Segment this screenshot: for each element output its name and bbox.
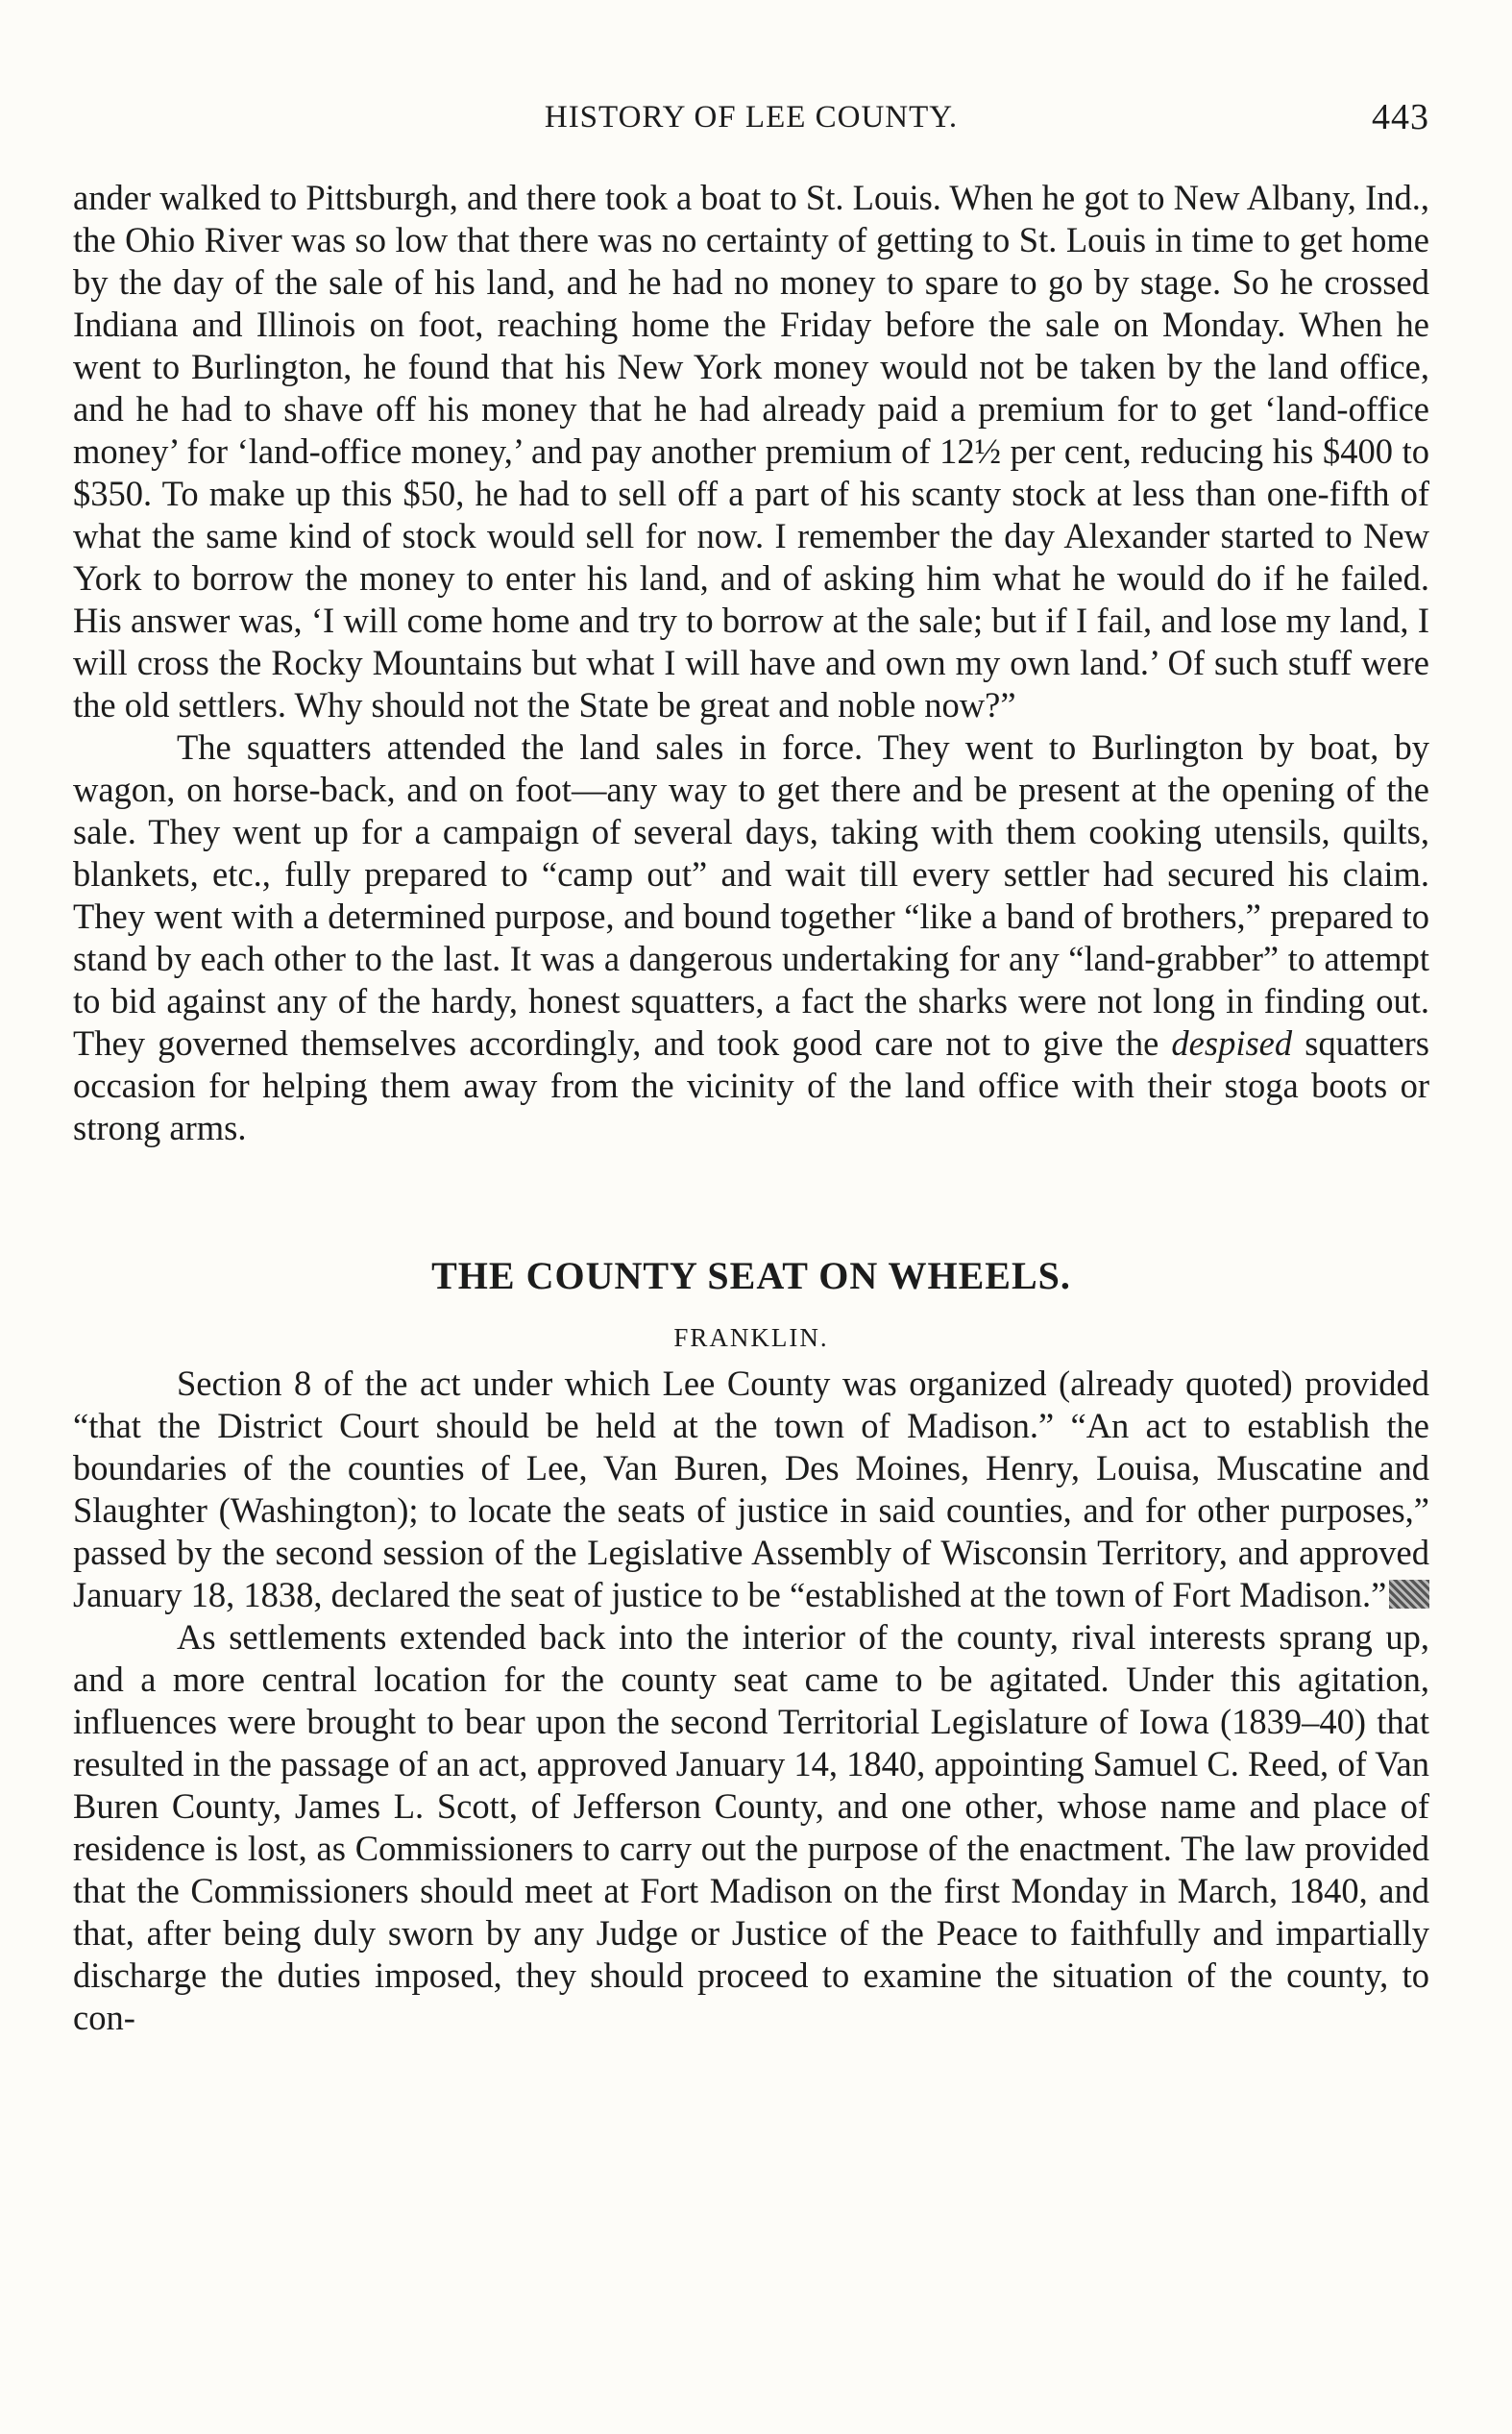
- paragraph-squatters: [73, 726, 1429, 1149]
- section-body: [73, 1363, 1429, 2039]
- body-text: [73, 177, 1429, 1149]
- section-paragraph-2: As settlements extended back into the interior of the county, rival interests sprang up, and a more central location for the county seat came to be agitated. Under this agitation, influences were brought to bear upon the second Territorial Legislature of Iowa (1839–40) that resulted in the passage of an act, approved January 14, 1840, appointing Samuel C. Reed, of Van Buren County, James L. Scott, of Jefferson County, and one other, whose name and place of residence is lost, as Commissioners to carry out the purpose of the enactment. The law provided that the Commissioners should meet at Fort Madison on the first Monday in March, 1840, and that, after being duly sworn by any Judge or Justice of the Peace to faithfully and impartially discharge the duties imposed, they should proceed to examine the situation of the county, to con-: [73, 1617, 1429, 2037]
- running-head: [73, 96, 1429, 142]
- running-title: HISTORY OF LEE COUNTY.: [544, 100, 959, 135]
- section-title: THE COUNTY SEAT ON WHEELS.: [431, 1254, 1071, 1297]
- section-paragraph-1: [73, 1363, 1429, 1616]
- paragraph-continued: ander walked to Pittsburgh, and there took a boat to St. Louis. When he got to New Albany, Ind., the Ohio River was so low that there was no certainty of getting to St. Louis in time to get home by the day of the sale of his land, and he had no money to spare to go by stage. So he crossed Indiana and Illinois on foot, reaching home the Friday before the sale on Monday. When he went to Burlington, he found that his New York money would not be taken by the land office, and he had to shave off his money that he had already paid a premium for to get ‘land-office money’ for ‘land-office money,’ and pay another premium of 12½ per cent, reducing his $400 to $350. To make up this $50, he had to sell off a part of his scanty stock at less than one-fifth of what the same kind of stock would sell for now. I remember the day Alexander started to New York to borrow the money to enter his land, and of asking him what he would do if he failed. His answer was, ‘I will come home and try to borrow at the sale; but if I fail, and lose my land, I will cross the Rocky Mountains but what I will have and own my own land.’ Of such stuff were the old settlers. Why should not the State be great and noble now?”: [73, 178, 1429, 725]
- section-paragraph-1-text: Section 8 of the act under which Lee County was organized (already quoted) provided “that the District Court should be held at the town of Madison.” “An act to establish the boundaries of the counties of Lee, Van Buren, Des Moines, Henry, Louisa, Muscatine and Slaughter (Washington); to locate the seats of justice in said counties, and for other purposes,” passed by the second session of the Legislative Assembly of Wisconsin Territory, and approved January 18, 1838, declared the seat of justice to be “established at the town of Fort Madison.”: [73, 1364, 1429, 1614]
- page-number: 443: [1372, 97, 1429, 137]
- section-subtitle: FRANKLIN.: [673, 1323, 829, 1352]
- page: [73, 96, 1429, 2039]
- paragraph-squatters-text-2: squatters occasion for helping them away from the vicinity of the land office with their stoga boots or strong arms.: [73, 1023, 1430, 1147]
- paragraph-squatters-text-1: The squatters attended the land sales in force. They went to Burlington by boat, by wagon, on horse-back, and on foot—any way to get there and be present at the opening of the sale. They went up for a campaign of several days, taking with them cooking utensils, quilts, blankets, etc., fully prepared to “camp out” and wait till every settler had secured his claim. They went with a determined purpose, and bound together “like a band of brothers,” prepared to stand by each other to the last. It was a dangerous undertaking for any “land-grabber” to attempt to bid against any of the hardy, honest squatters, a fact the sharks were not long in finding out. They governed themselves accordingly, and took good care not to give the: [73, 727, 1429, 1063]
- library-stamp-mark: [1389, 1580, 1429, 1609]
- emphasis-despised: despised: [1171, 1023, 1293, 1063]
